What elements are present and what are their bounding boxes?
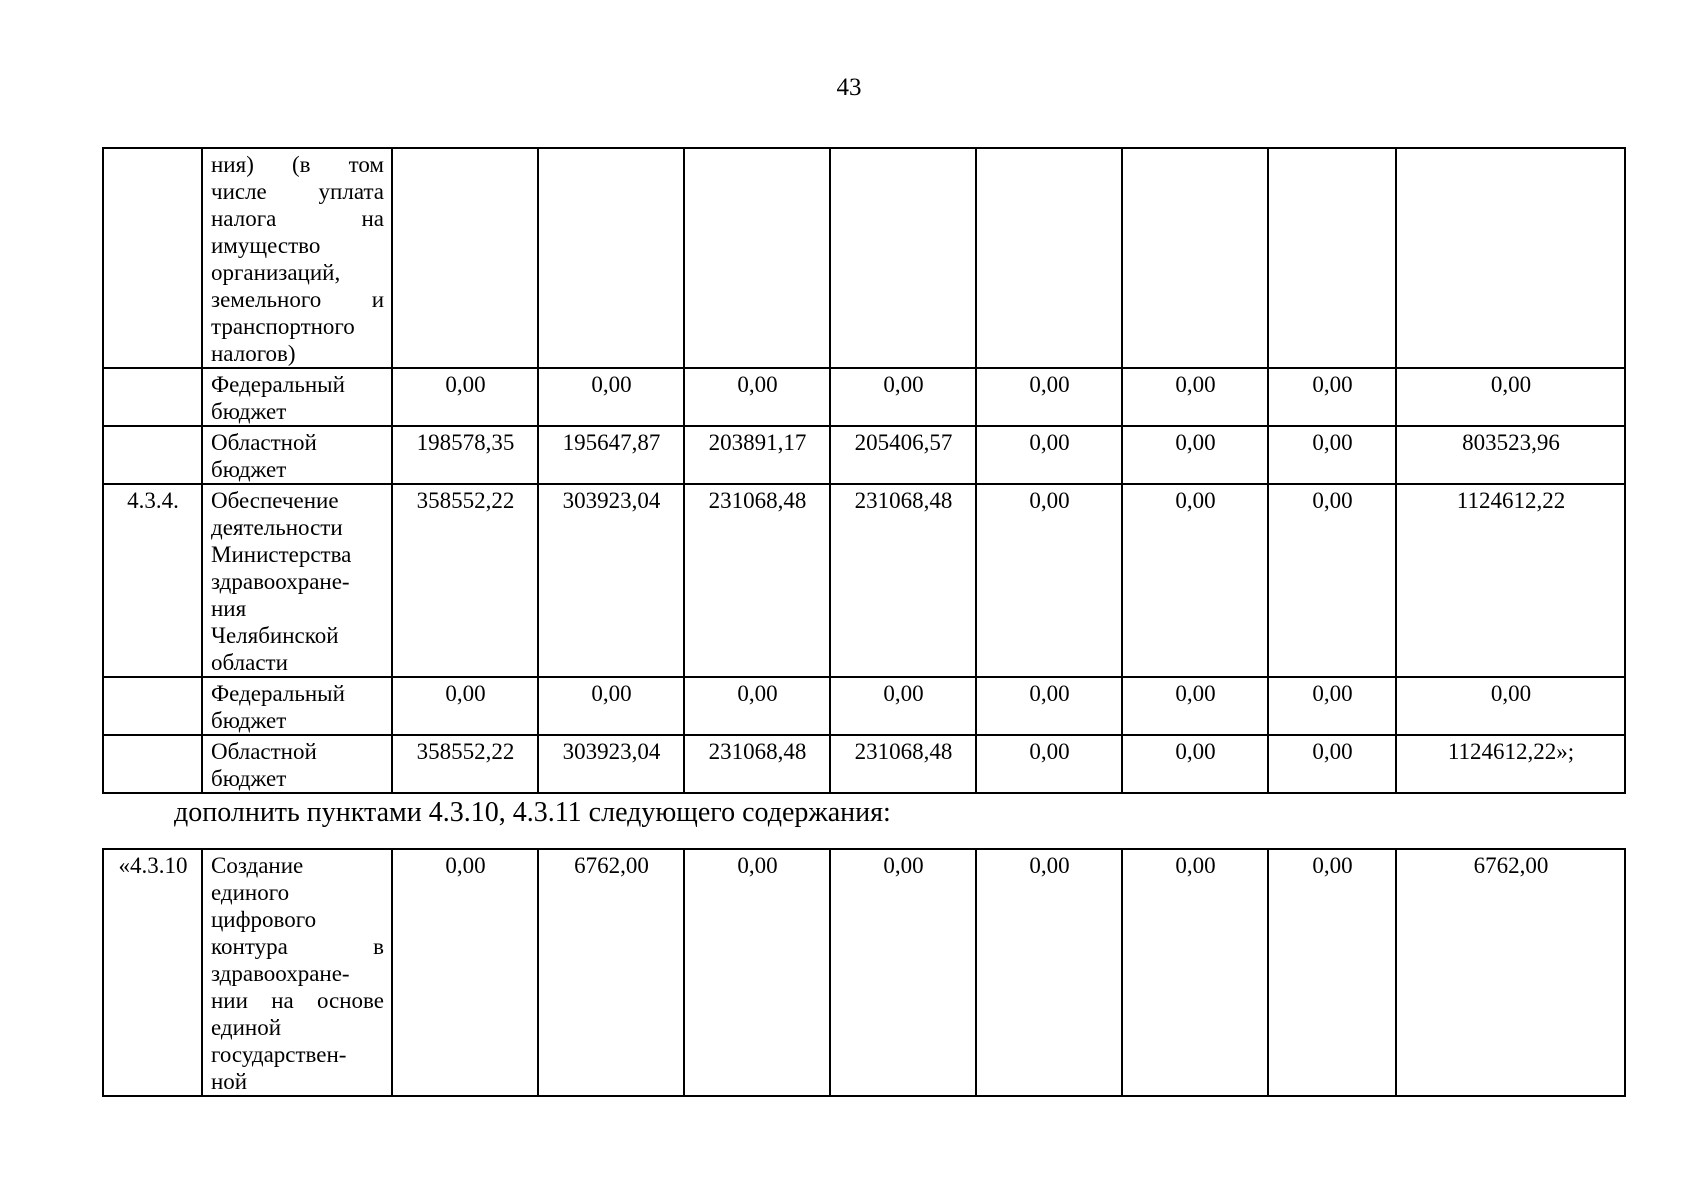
name-word: ния: [211, 596, 247, 621]
name-line: [211, 933, 384, 960]
name-word: Создание: [211, 853, 304, 878]
name-word: Областной: [211, 739, 317, 764]
name-word: том: [348, 152, 384, 177]
value-cell: 0,00: [976, 735, 1122, 793]
name-line: [211, 178, 384, 205]
name-word: (в: [291, 152, 311, 177]
name-line: [211, 487, 384, 514]
value-cell: 198578,35: [392, 426, 538, 484]
value-cell: 0,00: [976, 677, 1122, 735]
name-word: на: [361, 206, 384, 231]
total-cell: 1124612,22»;: [1396, 735, 1625, 793]
row-code-cell: 4.3.4.: [103, 484, 202, 677]
name-line: [211, 429, 384, 456]
name-word: государствен-: [211, 1042, 347, 1067]
row-code-cell: [103, 148, 202, 368]
value-cell: 0,00: [1268, 677, 1396, 735]
name-line: [211, 649, 384, 676]
value-cell: 0,00: [684, 849, 830, 1096]
name-line: [211, 151, 384, 178]
value-cell: 231068,48: [684, 484, 830, 677]
name-word: бюджет: [211, 399, 287, 424]
row-code-cell: «4.3.10: [103, 849, 202, 1096]
name-word: Обеспечение: [211, 488, 339, 513]
value-cell: [830, 148, 976, 368]
name-word: бюджет: [211, 457, 287, 482]
name-word: имущество: [211, 233, 321, 258]
value-cell: 195647,87: [538, 426, 684, 484]
name-word: уплата: [318, 179, 384, 204]
value-cell: 6762,00: [538, 849, 684, 1096]
name-line: [211, 879, 384, 906]
row-code-cell: [103, 735, 202, 793]
name-word: Федеральный: [211, 372, 345, 397]
value-cell: [1268, 148, 1396, 368]
table-row: [103, 735, 1625, 793]
name-line: [211, 707, 384, 734]
table-row: [103, 148, 1625, 368]
name-word: и: [371, 287, 384, 312]
table-row: [103, 677, 1625, 735]
value-cell: 0,00: [830, 849, 976, 1096]
name-word: контура: [211, 934, 288, 959]
value-cell: 203891,17: [684, 426, 830, 484]
name-word: в: [373, 934, 384, 959]
name-line: [211, 1068, 384, 1095]
name-line: [211, 205, 384, 232]
name-line: [211, 1041, 384, 1068]
row-code-cell: [103, 426, 202, 484]
page-number: 43: [836, 74, 862, 101]
name-line: [211, 340, 384, 367]
name-word: на: [271, 988, 294, 1013]
name-word: Федеральный: [211, 681, 345, 706]
name-line: [211, 514, 384, 541]
name-word: единой: [211, 1015, 282, 1040]
row-code-cell: [103, 368, 202, 426]
name-line: [211, 960, 384, 987]
value-cell: 0,00: [830, 368, 976, 426]
value-cell: 0,00: [976, 368, 1122, 426]
row-name-cell: [202, 735, 392, 793]
total-cell: 803523,96: [1396, 426, 1625, 484]
value-cell: 303923,04: [538, 484, 684, 677]
value-cell: 0,00: [1268, 368, 1396, 426]
value-cell: [976, 148, 1122, 368]
name-line: [211, 232, 384, 259]
value-cell: 0,00: [1268, 426, 1396, 484]
name-word: налогов): [211, 341, 296, 366]
value-cell: 0,00: [684, 368, 830, 426]
name-word: нии: [211, 988, 248, 1013]
value-cell: 0,00: [538, 368, 684, 426]
value-cell: 0,00: [976, 849, 1122, 1096]
row-code-cell: [103, 677, 202, 735]
table-row: [103, 849, 1625, 1096]
total-cell: 1124612,22: [1396, 484, 1625, 677]
name-word: здравоохране-: [211, 569, 350, 594]
name-line: [211, 622, 384, 649]
total-cell: 0,00: [1396, 677, 1625, 735]
name-line: [211, 852, 384, 879]
name-word: Министерства: [211, 542, 352, 567]
name-word: цифрового: [211, 907, 317, 932]
value-cell: 358552,22: [392, 735, 538, 793]
row-name-cell: [202, 484, 392, 677]
name-line: [211, 286, 384, 313]
value-cell: 303923,04: [538, 735, 684, 793]
name-word: Областной: [211, 430, 317, 455]
name-line: [211, 398, 384, 425]
name-line: [211, 313, 384, 340]
value-cell: 0,00: [1122, 735, 1268, 793]
budget-table: [102, 147, 1626, 794]
name-word: основе: [316, 988, 384, 1013]
value-cell: [684, 148, 830, 368]
row-name-cell: [202, 148, 392, 368]
value-cell: 231068,48: [684, 735, 830, 793]
name-line: [211, 371, 384, 398]
total-cell: 0,00: [1396, 368, 1625, 426]
total-cell: [1396, 148, 1625, 368]
name-word: бюджет: [211, 766, 287, 791]
value-cell: 0,00: [392, 849, 538, 1096]
table-row: [103, 426, 1625, 484]
name-line: [211, 541, 384, 568]
name-line: [211, 595, 384, 622]
value-cell: 0,00: [976, 426, 1122, 484]
name-word: ния): [211, 152, 254, 177]
value-cell: [392, 148, 538, 368]
value-cell: 231068,48: [830, 735, 976, 793]
name-word: налога: [211, 206, 277, 231]
name-line: [211, 568, 384, 595]
value-cell: 0,00: [684, 677, 830, 735]
name-word: деятельности: [211, 515, 343, 540]
value-cell: 0,00: [1122, 849, 1268, 1096]
name-line: [211, 1014, 384, 1041]
row-name-cell: [202, 677, 392, 735]
value-cell: 0,00: [1122, 426, 1268, 484]
value-cell: 0,00: [1122, 368, 1268, 426]
value-cell: 0,00: [392, 368, 538, 426]
row-name-cell: [202, 426, 392, 484]
value-cell: 0,00: [976, 484, 1122, 677]
value-cell: 231068,48: [830, 484, 976, 677]
name-word: бюджет: [211, 708, 287, 733]
name-word: единого: [211, 880, 290, 905]
table-row: [103, 368, 1625, 426]
value-cell: 0,00: [1122, 484, 1268, 677]
value-cell: 205406,57: [830, 426, 976, 484]
name-word: области: [211, 650, 288, 675]
value-cell: 0,00: [538, 677, 684, 735]
name-word: числе: [211, 179, 267, 204]
name-word: транспортного: [211, 314, 355, 339]
row-name-cell: [202, 368, 392, 426]
value-cell: 0,00: [1268, 735, 1396, 793]
table-row: [103, 484, 1625, 677]
new-items-table: [102, 848, 1626, 1097]
name-line: [211, 906, 384, 933]
name-line: [211, 738, 384, 765]
name-line: [211, 765, 384, 792]
row-name-cell: [202, 849, 392, 1096]
value-cell: 0,00: [1268, 484, 1396, 677]
value-cell: 0,00: [1122, 677, 1268, 735]
name-word: здравоохране-: [211, 961, 350, 986]
name-line: [211, 987, 384, 1014]
name-word: организаций,: [211, 260, 341, 285]
name-word: земельного: [211, 287, 322, 312]
name-word: ной: [211, 1069, 248, 1094]
value-cell: 0,00: [1268, 849, 1396, 1096]
value-cell: 0,00: [830, 677, 976, 735]
value-cell: [538, 148, 684, 368]
value-cell: [1122, 148, 1268, 368]
amendment-sentence: дополнить пунктами 4.3.10, 4.3.11 следующего содержания:: [174, 797, 891, 828]
total-cell: 6762,00: [1396, 849, 1625, 1096]
name-line: [211, 456, 384, 483]
value-cell: 358552,22: [392, 484, 538, 677]
name-line: [211, 680, 384, 707]
name-word: Челябинской: [211, 623, 339, 648]
value-cell: 0,00: [392, 677, 538, 735]
name-line: [211, 259, 384, 286]
